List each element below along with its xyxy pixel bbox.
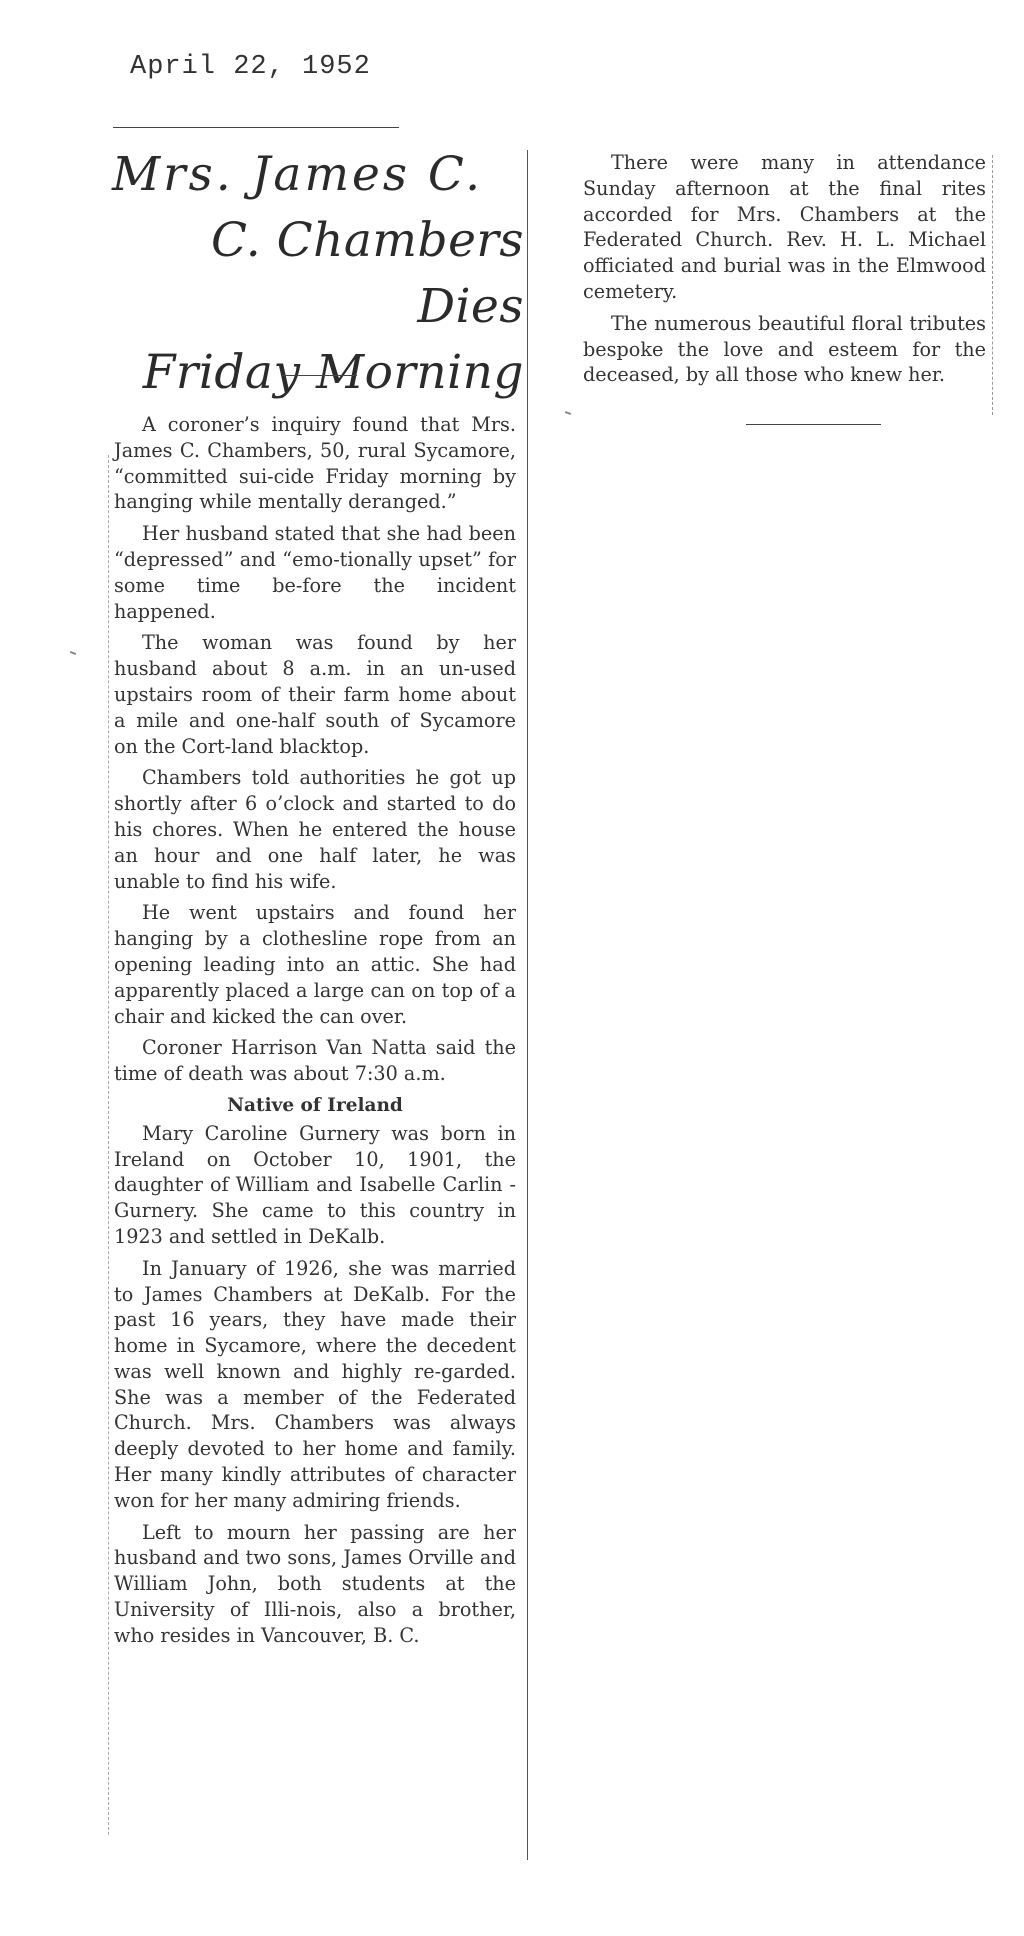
headline-line-1: Mrs. James C. <box>112 147 484 202</box>
right-edge-rule <box>992 155 993 415</box>
scan-speck <box>70 651 76 655</box>
headline <box>112 142 524 406</box>
section-subhead: Native of Ireland <box>227 1094 403 1116</box>
paragraph: The woman was found by her husband about 8 a.m. in an un-used upstairs room of their farm home about a mile and one-half south of Sycamore on the Cort-land blacktop. <box>114 631 516 758</box>
paragraph: Chambers told authorities he got up shortly after 6 o’clock and started to do his chores. When he entered the house an hour and one half later, he was unable to find his wife. <box>114 766 516 893</box>
article-left-column <box>114 412 516 1655</box>
paragraph: In January of 1926, she was married to James Chambers at DeKalb. For the past 16 years, they have made their home in Sycamore, where the decedent was well known and highly re-garded. She was a member of the Federated Church. Mrs. Chambers was always deeply devoted to her home and family. Her many kindly attributes of character won for her many admiring friends. <box>114 1256 516 1512</box>
headline-line-2: C. Chambers Dies <box>211 213 524 334</box>
paragraph: There were many in attendance Sunday afternoon at the final rites accorded for Mrs. Chambers at the Federated Church. Rev. H. L. Michael officiated and burial was in the Elmwood cemetery. <box>583 151 986 303</box>
paragraph: A coroner’s inquiry found that Mrs. James C. Chambers, 50, rural Sycamore, “committed sui-cide Friday morning by hanging while mentally deranged.” <box>114 413 516 514</box>
left-edge-rule <box>108 455 109 1835</box>
headline-line-3: Friday Morning <box>142 345 524 400</box>
headline-rule <box>281 375 357 376</box>
paragraph: Coroner Harrison Van Natta said the time of death was about 7:30 a.m. <box>114 1036 516 1086</box>
scan-speck <box>565 411 571 415</box>
article-right-column <box>583 150 986 394</box>
paragraph: Mary Caroline Gurnery was born in Ireland on October 10, 1901, the daughter of William and Isabelle Carlin - Gurnery. She came to this country in 1923 and settled in DeKalb. <box>114 1121 516 1248</box>
clipping-date: April 22, 1952 <box>130 52 371 82</box>
paragraph: Her husband stated that she had been “depressed” and “emo-tionally upset” for some time be-fore the incident happened. <box>114 522 516 623</box>
end-rule <box>746 424 881 425</box>
column-divider <box>527 150 528 1860</box>
top-rule <box>113 127 399 128</box>
paragraph: Left to mourn her passing are her husband and two sons, James Orville and William John, both students at the University of Illi-nois, also a brother, who resides in Vancouver, B. C. <box>114 1520 516 1647</box>
paragraph: The numerous beautiful floral tributes bespoke the love and esteem for the deceased, by all those who knew her. <box>583 311 986 387</box>
paragraph: He went upstairs and found her hanging by a clothesline rope from an opening leading into an attic. She had apparently placed a large can on top of a chair and kicked the can over. <box>114 901 516 1028</box>
